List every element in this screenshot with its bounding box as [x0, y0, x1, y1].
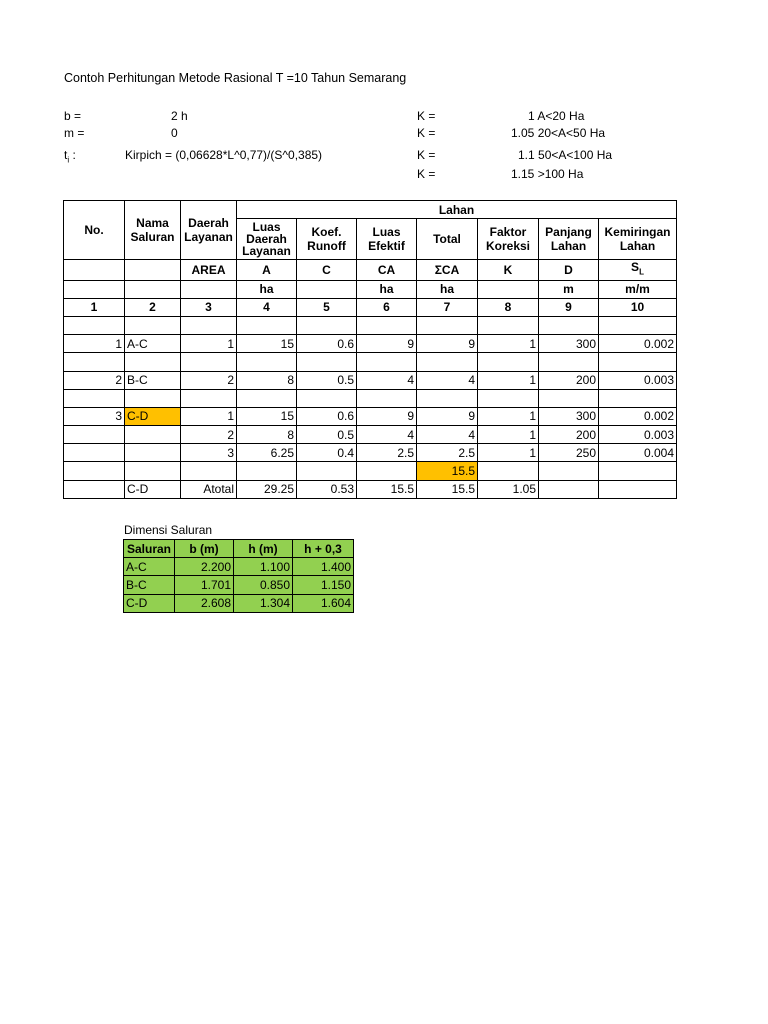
table-row	[64, 426, 677, 444]
col-number: 10	[599, 298, 677, 316]
table-cell	[417, 353, 478, 371]
table-cell	[237, 316, 297, 334]
t-label-colon: :	[69, 148, 76, 162]
header-kemiringan-lahan: Kemiringan Lahan	[599, 219, 677, 260]
table-cell	[64, 389, 125, 407]
table-cell: 2.5	[357, 444, 417, 462]
table-cell: 0.53	[297, 480, 357, 498]
table-cell: 6.25	[237, 444, 297, 462]
table-row	[64, 444, 677, 462]
table-cell: 4	[417, 371, 478, 389]
table-cell: 2	[181, 371, 237, 389]
table-cell: 0.6	[297, 335, 357, 353]
table-cell	[125, 462, 181, 480]
table-cell: C-D	[125, 407, 181, 425]
symbol-cell: ΣCA	[417, 260, 478, 280]
column-number-row	[64, 298, 677, 316]
symbol-cell	[125, 260, 181, 280]
t-label-sub: i	[67, 155, 70, 165]
unit-cell: m	[539, 280, 599, 298]
dimensi-row	[124, 594, 354, 612]
header-nama-saluran: Nama Saluran	[125, 201, 181, 260]
k-value: 1.15 >100 Ha	[511, 167, 584, 181]
table-cell: 15	[237, 335, 297, 353]
symbol-cell: AREA	[181, 260, 237, 280]
dimensi-cell: 1.150	[293, 576, 354, 594]
dimensi-header: b (m)	[175, 540, 234, 558]
table-row	[64, 353, 677, 371]
table-cell: 0.003	[599, 426, 677, 444]
table-cell	[478, 389, 539, 407]
dimensi-cell: 1.604	[293, 594, 354, 612]
table-cell	[357, 462, 417, 480]
table-cell: 250	[539, 444, 599, 462]
unit-row	[64, 280, 677, 298]
header-daerah-layanan: Daerah Layanan	[181, 201, 237, 260]
dimensi-table	[123, 539, 354, 613]
table-cell: 4	[357, 426, 417, 444]
table-cell	[64, 353, 125, 371]
table-cell	[181, 462, 237, 480]
header-no: No.	[64, 201, 125, 260]
b-label: b =	[64, 109, 82, 123]
m-value: 0	[171, 126, 178, 140]
dimensi-label: Dimensi Saluran	[124, 523, 213, 537]
header-luas-daerah: Luas Daerah Layanan	[237, 219, 297, 260]
table-cell: 0.002	[599, 335, 677, 353]
table-cell: 8	[237, 426, 297, 444]
col-number: 6	[357, 298, 417, 316]
table-cell: B-C	[125, 371, 181, 389]
table-cell	[297, 353, 357, 371]
table-cell: 9	[357, 407, 417, 425]
k-label: K =	[417, 126, 436, 140]
table-cell: 0.003	[599, 371, 677, 389]
table-cell	[237, 389, 297, 407]
table-cell	[417, 389, 478, 407]
dimensi-cell: 2.608	[175, 594, 234, 612]
col-number: 8	[478, 298, 539, 316]
k-label: K =	[417, 167, 436, 181]
table-cell: 9	[357, 335, 417, 353]
table-cell	[478, 462, 539, 480]
dimensi-header: h + 0,3	[293, 540, 354, 558]
col-number: 7	[417, 298, 478, 316]
dimensi-cell: 2.200	[175, 558, 234, 576]
table-cell	[539, 462, 599, 480]
k-value: 1.05 20<A<50 Ha	[511, 126, 606, 140]
table-cell	[64, 444, 125, 462]
table-cell: 2	[181, 426, 237, 444]
unit-cell: m/m	[599, 280, 677, 298]
k-value: 1.1 50<A<100 Ha	[518, 148, 613, 162]
table-cell: 1	[478, 371, 539, 389]
table-cell: 15.5	[357, 480, 417, 498]
table-cell: 0.002	[599, 407, 677, 425]
table-cell	[357, 353, 417, 371]
col-number: 1	[64, 298, 125, 316]
table-row	[64, 407, 677, 425]
table-cell	[125, 389, 181, 407]
unit-cell	[478, 280, 539, 298]
dimensi-cell: 1.304	[234, 594, 293, 612]
table-cell	[478, 316, 539, 334]
dimensi-cell: B-C	[124, 576, 175, 594]
table-cell: 300	[539, 335, 599, 353]
dimensi-row	[124, 576, 354, 594]
t-label	[64, 148, 76, 164]
table-row	[64, 462, 677, 480]
table-row	[64, 480, 677, 498]
table-cell: 15.5	[417, 462, 478, 480]
table-cell: 1	[181, 407, 237, 425]
table-cell	[297, 316, 357, 334]
unit-cell: ha	[357, 280, 417, 298]
col-number: 5	[297, 298, 357, 316]
unit-cell	[297, 280, 357, 298]
table-row	[64, 389, 677, 407]
symbol-cell: A	[237, 260, 297, 280]
header-faktor-koreksi: Faktor Koreksi	[478, 219, 539, 260]
table-cell	[357, 316, 417, 334]
table-cell: 0.6	[297, 407, 357, 425]
table-cell: C-D	[125, 480, 181, 498]
symbol-cell-slope	[599, 260, 677, 280]
table-cell: A-C	[125, 335, 181, 353]
table-cell: 9	[417, 407, 478, 425]
table-cell	[539, 389, 599, 407]
t-formula: Kirpich = (0,06628*L^0,77)/(S^0,385)	[125, 148, 323, 162]
table-cell: 0.5	[297, 426, 357, 444]
table-row	[64, 316, 677, 334]
dimensi-header: h (m)	[234, 540, 293, 558]
table-cell: 1	[478, 407, 539, 425]
dimensi-header: Saluran	[124, 540, 175, 558]
header-koef-runoff: Koef. Runoff	[297, 219, 357, 260]
table-cell: 2	[64, 371, 125, 389]
symbol-cell: D	[539, 260, 599, 280]
table-cell	[64, 480, 125, 498]
header-lahan-group: Lahan	[237, 201, 677, 219]
table-cell: 4	[357, 371, 417, 389]
header-total: Total	[417, 219, 478, 260]
table-cell	[599, 316, 677, 334]
page-title: Contoh Perhitungan Metode Rasional T =10 Tahun Semarang	[64, 71, 407, 85]
table-cell: 3	[181, 444, 237, 462]
table-cell: 4	[417, 426, 478, 444]
table-cell	[125, 444, 181, 462]
col-number: 4	[237, 298, 297, 316]
table-cell: 8	[237, 371, 297, 389]
table-cell: 2.5	[417, 444, 478, 462]
dimensi-cell: 1.400	[293, 558, 354, 576]
symbol-cell: C	[297, 260, 357, 280]
table-cell	[297, 462, 357, 480]
table-cell: 0.4	[297, 444, 357, 462]
table-cell: 1	[64, 335, 125, 353]
col-number: 3	[181, 298, 237, 316]
table-row	[64, 371, 677, 389]
table-cell	[599, 389, 677, 407]
symbol-cell: K	[478, 260, 539, 280]
table-cell: 15.5	[417, 480, 478, 498]
table-cell	[599, 462, 677, 480]
dimensi-row	[124, 558, 354, 576]
symbol-s: S	[631, 260, 640, 275]
unit-cell: ha	[237, 280, 297, 298]
table-cell: 0.5	[297, 371, 357, 389]
table-cell: Atotal	[181, 480, 237, 498]
table-cell: 1	[478, 444, 539, 462]
table-cell: 1	[181, 335, 237, 353]
table-cell	[599, 353, 677, 371]
table-cell	[125, 316, 181, 334]
table-cell	[357, 389, 417, 407]
header-luas-efektif: Luas Efektif	[357, 219, 417, 260]
symbol-s-sub: L	[639, 267, 644, 277]
table-cell	[125, 426, 181, 444]
table-cell	[478, 353, 539, 371]
t-label-main: t	[64, 148, 68, 162]
col-number: 9	[539, 298, 599, 316]
table-cell: 200	[539, 426, 599, 444]
header-panjang-lahan: Panjang Lahan	[539, 219, 599, 260]
unit-cell	[181, 280, 237, 298]
table-cell: 1	[478, 335, 539, 353]
table-cell: 0.004	[599, 444, 677, 462]
symbol-row	[64, 260, 677, 280]
table-row	[64, 335, 677, 353]
table-cell	[181, 316, 237, 334]
table-cell: 200	[539, 371, 599, 389]
dimensi-cell: C-D	[124, 594, 175, 612]
m-label: m =	[64, 126, 85, 140]
table-cell: 300	[539, 407, 599, 425]
table-cell	[599, 480, 677, 498]
k-value: 1 A<20 Ha	[528, 109, 585, 123]
table-cell: 3	[64, 407, 125, 425]
dimensi-cell: 1.701	[175, 576, 234, 594]
dimensi-cell: A-C	[124, 558, 175, 576]
table-cell	[237, 462, 297, 480]
col-number: 2	[125, 298, 181, 316]
symbol-cell	[64, 260, 125, 280]
table-cell	[539, 480, 599, 498]
dimensi-cell: 1.100	[234, 558, 293, 576]
table-cell	[237, 353, 297, 371]
table-cell	[64, 462, 125, 480]
symbol-cell: CA	[357, 260, 417, 280]
b-value: 2 h	[171, 109, 188, 123]
k-label: K =	[417, 148, 436, 162]
table-cell	[64, 426, 125, 444]
dimensi-header-row	[124, 540, 354, 558]
table-cell	[181, 389, 237, 407]
table-cell: 1.05	[478, 480, 539, 498]
table-cell	[297, 389, 357, 407]
dimensi-cell: 0.850	[234, 576, 293, 594]
table-cell	[539, 353, 599, 371]
table-cell	[539, 316, 599, 334]
table-cell	[125, 353, 181, 371]
table-cell: 9	[417, 335, 478, 353]
table-cell	[64, 316, 125, 334]
unit-cell: ha	[417, 280, 478, 298]
table-cell	[181, 353, 237, 371]
unit-cell	[64, 280, 125, 298]
table-cell: 15	[237, 407, 297, 425]
k-label: K =	[417, 109, 436, 123]
table-cell: 1	[478, 426, 539, 444]
unit-cell	[125, 280, 181, 298]
rational-method-table	[63, 200, 677, 499]
table-cell: 29.25	[237, 480, 297, 498]
table-cell	[417, 316, 478, 334]
